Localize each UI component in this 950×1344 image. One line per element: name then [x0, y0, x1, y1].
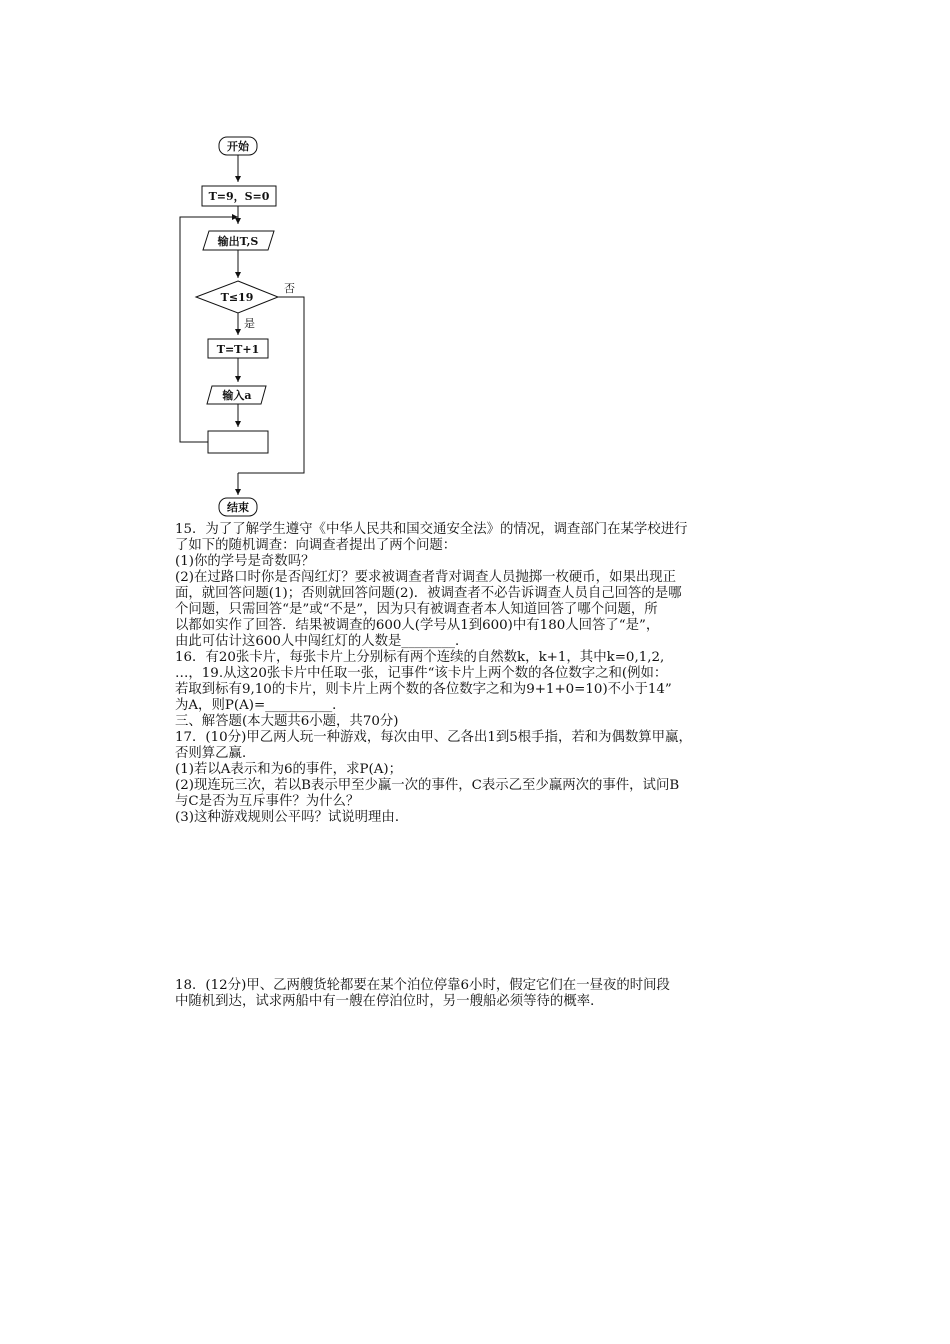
q16-line: …，19.从这20张卡片中任取一张，记事件“该卡片上两个数的各位数字之和(例如： — [175, 666, 668, 681]
q16-line: 若取到标有9,10的卡片，则卡片上两个数的各位数字之和为9+1+0=10)不小于14” — [175, 682, 672, 697]
blank-box — [208, 431, 268, 453]
start-label: 开始 — [227, 140, 249, 153]
q17-line: 与C是否为互斥事件？为什么？ — [175, 794, 360, 809]
q16-line: 16．有20张卡片，每张卡片上分别标有两个连续的自然数k，k+1，其中k=0,1,2, — [175, 650, 665, 665]
question-18 — [175, 978, 815, 1010]
input-label: 输入a — [222, 389, 252, 402]
q17-line: 否则算乙赢． — [175, 746, 256, 761]
q15-line: 面，就回答问题(1)；否则就回答问题(2)．被调查者不必告诉调查人员自己回答的是哪 — [175, 586, 682, 601]
question-16 — [175, 650, 815, 714]
q18-line: 中随机到达，试求两船中有一艘在停泊位时，另一艘船必须等待的概率． — [175, 994, 604, 1009]
q16-line: 为A，则P(A)=__________． — [175, 698, 346, 713]
q15-line: (1)你的学号是奇数吗？ — [175, 554, 315, 569]
question-15 — [175, 522, 815, 650]
q15-line: 由此可估计这600人中闯红灯的人数是________． — [175, 634, 469, 649]
questions-block — [175, 522, 815, 826]
output-label: 输出T,S — [217, 235, 259, 248]
question-17 — [175, 730, 815, 826]
section-heading: 三、解答题(本大题共6小题，共70分) — [175, 714, 399, 729]
yes-label: 是 — [244, 317, 255, 330]
init-label: T=9，S=0 — [208, 190, 270, 203]
q18-line: 18．(12分)甲、乙两艘货轮都要在某个泊位停靠6小时，假定它们在一昼夜的时间段 — [175, 978, 670, 993]
end-label: 结束 — [227, 501, 249, 514]
q17-line: (1)若以A表示和为6的事件，求P(A)； — [175, 762, 402, 777]
q15-line: 15．为了了解学生遵守《中华人民共和国交通安全法》的情况，调查部门在某学校进行 — [175, 522, 688, 537]
q15-line: (2)在过路口时你是否闯红灯？要求被调查者背对调查人员抛掷一枚硬币，如果出现正 — [175, 570, 677, 585]
q15-line: 以都如实作了回答．结果被调查的600人(学号从1到600)中有180人回答了“是”， — [175, 618, 660, 633]
q15-line: 了如下的随机调查：向调查者提出了两个问题： — [175, 538, 457, 553]
q17-line: 17．(10分)甲乙两人玩一种游戏，每次由甲、乙各出1到5根手指，若和为偶数算甲赢， — [175, 730, 692, 745]
no-label: 否 — [284, 282, 295, 295]
q17-line: (2)现连玩三次，若以B表示甲至少赢一次的事件，C表示乙至少赢两次的事件，试问B — [175, 778, 680, 793]
q15-line: 个问题，只需回答“是”或“不是”，因为只有被调查者本人知道回答了哪个问题，所 — [175, 602, 658, 617]
increment-label: T=T+1 — [216, 343, 260, 356]
condition-label: T≤19 — [220, 291, 254, 304]
q17-line: (3)这种游戏规则公平吗？试说明理由． — [175, 810, 409, 825]
flowchart — [160, 128, 340, 520]
